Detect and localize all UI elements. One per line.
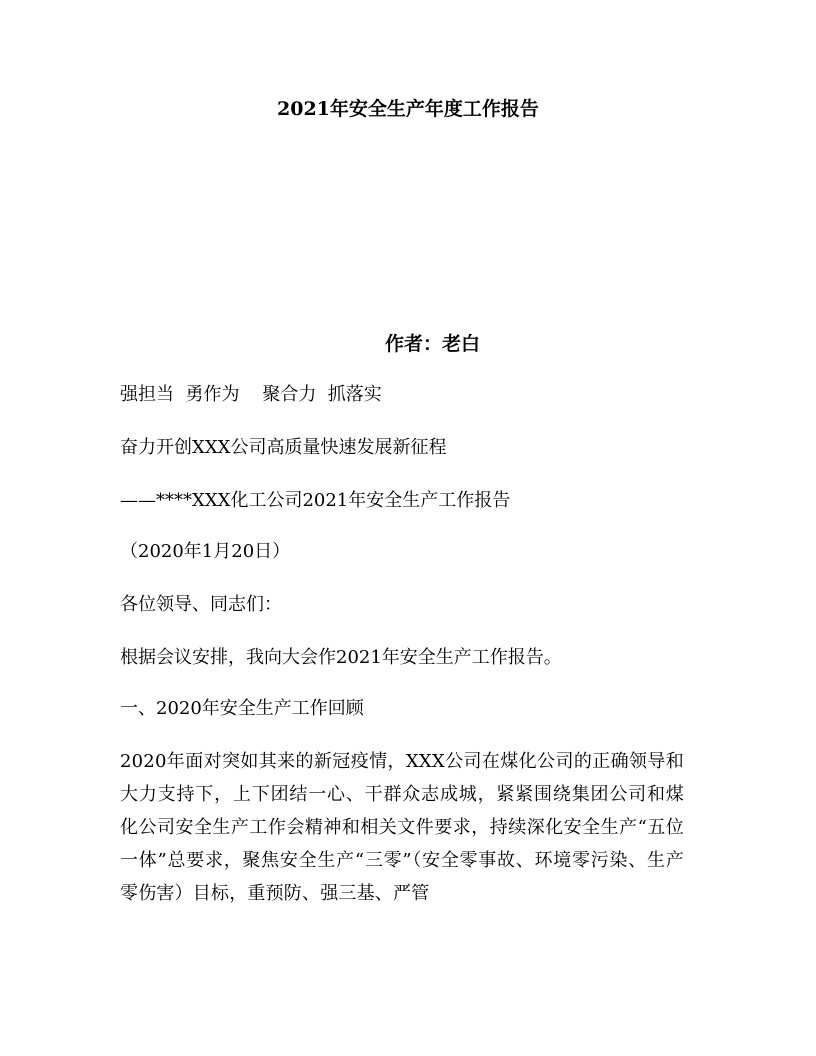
- intro-line: 根据会议安排，我向大会作2021年安全生产工作报告。: [120, 647, 562, 668]
- salutation-line: 各位领导、同志们：: [120, 594, 282, 615]
- slogan-line: 强担当 勇作为 聚合力 抓落实: [120, 384, 382, 405]
- report-name-line: ——****XXX化工公司2021年安全生产工作报告: [120, 490, 511, 511]
- body-paragraph: 2020年面对突如其来的新冠疫情，XXX公司在煤化公司的正确领导和大力支持下，上下团结一心、干群众志成城，紧紧围绕集团公司和煤化公司安全生产工作会精神和相关文件要求，持续深化安全生产“五位一体”总要求，聚焦安全生产“三零”（安全零事故、环境零污染、生产零伤害）目标，重预防、强三基、严管: [120, 751, 684, 904]
- date-line: （2020年1月20日）: [120, 541, 291, 562]
- author-line: 作者：老白: [385, 333, 481, 355]
- document-title: 2021年安全生产年度工作报告: [277, 98, 539, 120]
- subtitle-line: 奋力开创XXX公司高质量快速发展新征程: [120, 437, 447, 458]
- section-heading: 一、2020年安全生产工作回顾: [120, 698, 364, 719]
